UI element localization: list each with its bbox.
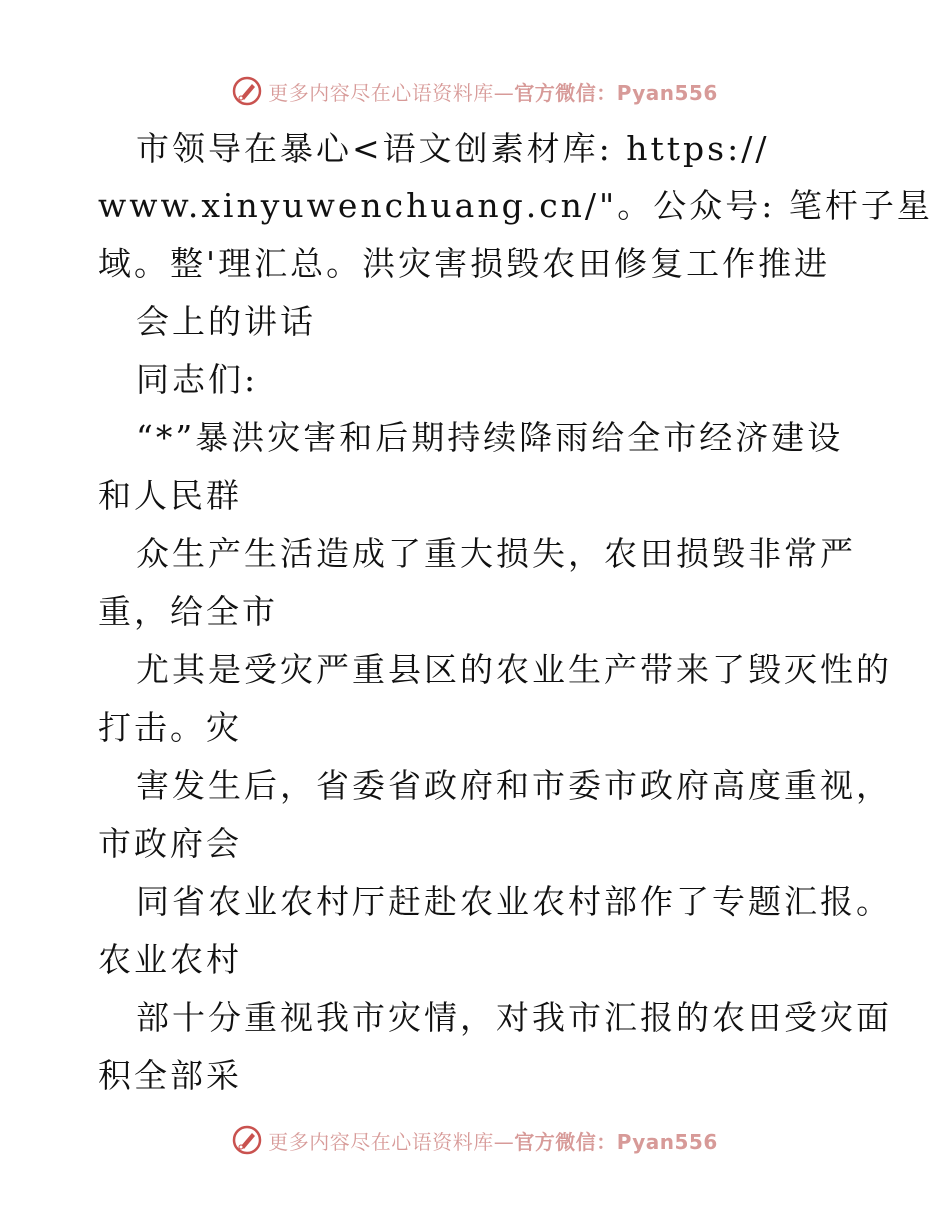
doc-line: 同省农业农村厅赶赴农业农村部作了专题汇报。	[136, 882, 892, 921]
doc-line: 众生产生活造成了重大损失，农田损毁非常严	[136, 534, 856, 573]
doc-line: 打击。灾	[98, 708, 242, 747]
footer-banner	[0, 1120, 950, 1160]
doc-line: 市领导在暴心<语文创素材库: https://	[136, 129, 770, 168]
doc-line: 域。整'理汇总。洪灾害损毁农田修复工作推进	[98, 244, 831, 283]
doc-line: 部十分重视我市灾情，对我市汇报的农田受灾面	[136, 998, 892, 1037]
doc-line: 同志们:	[136, 360, 259, 399]
doc-line: 害发生后，省委省政府和市委市政府高度重视，	[136, 766, 892, 805]
doc-line: “*”暴洪灾害和后期持续降雨给全市经济建设	[136, 418, 844, 457]
header-banner	[0, 71, 950, 111]
doc-line: 和人民群	[98, 476, 242, 515]
pen-logo-icon	[232, 1125, 262, 1155]
doc-line: 尤其是受灾严重县区的农业生产带来了毁灭性的	[136, 650, 892, 689]
pen-logo-icon	[232, 76, 262, 106]
doc-line: www.xinyuwenchuang.cn/"。公众号: 笔杆子星	[98, 186, 933, 225]
doc-line: 会上的讲话	[136, 302, 316, 341]
banner-text: 更多内容尽在心语资料库—官方微信：Pyan556	[268, 1129, 718, 1154]
doc-line: 重，给全市	[98, 592, 278, 631]
banner-text: 更多内容尽在心语资料库—官方微信：Pyan556	[268, 80, 718, 105]
doc-line: 市政府会	[98, 824, 242, 863]
doc-line: 农业农村	[98, 940, 242, 979]
doc-line: 积全部采	[98, 1056, 242, 1095]
